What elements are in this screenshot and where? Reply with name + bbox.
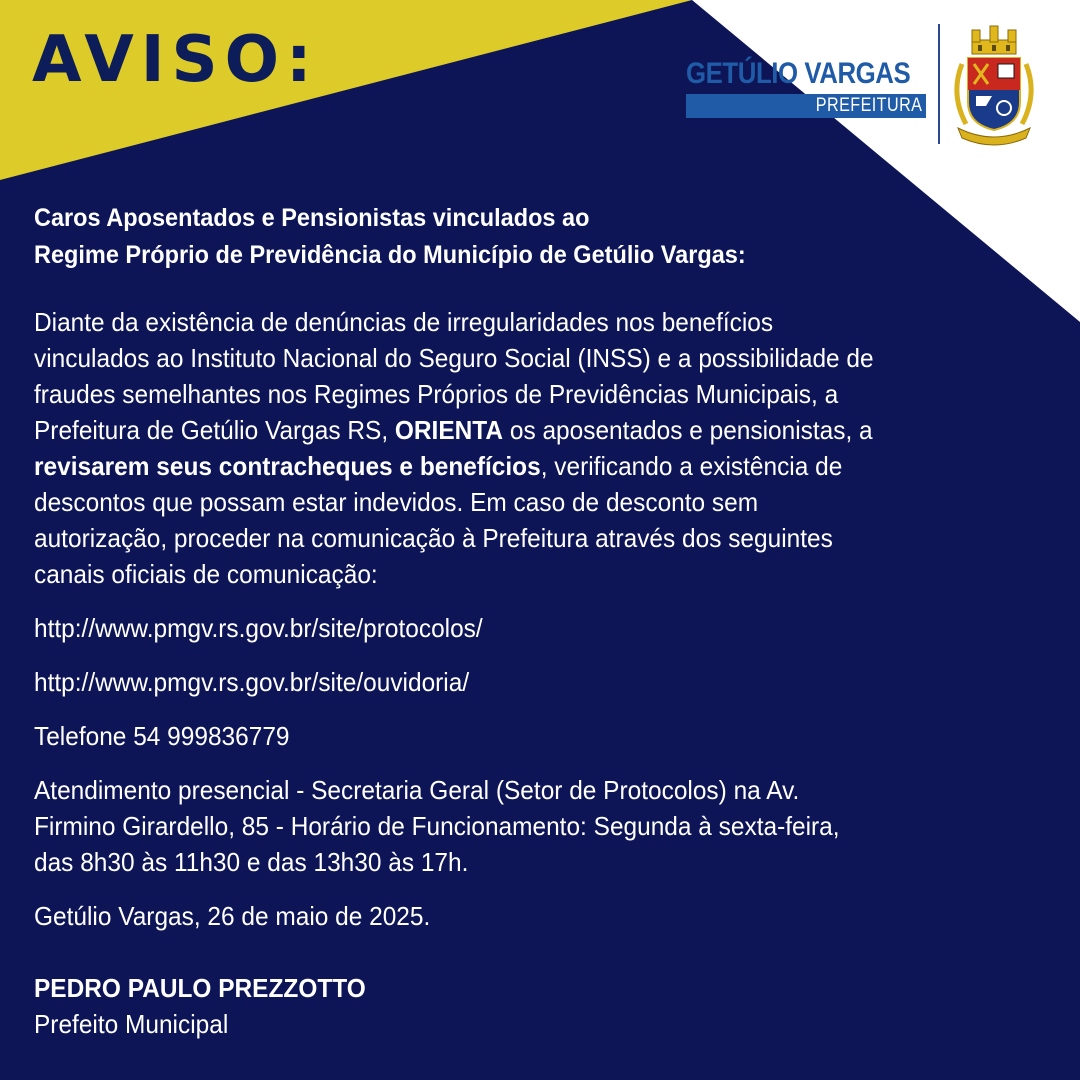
address-line: Atendimento presencial - Secretaria Geral (Setor de Protocolos) na Av. [34, 775, 800, 805]
phone-number: Telefone 54 999836779 [34, 721, 290, 751]
body-text: , verificando a existência de [540, 451, 843, 481]
body-line: canais oficiais de comunicação: [34, 559, 378, 589]
address-line: Firmino Girardello, 85 - Horário de Funcionamento: Segunda à sexta-feira, [34, 811, 840, 841]
body-line [34, 412, 1045, 448]
body-line: descontos que possam estar indevidos. Em caso de desconto sem [34, 487, 759, 517]
body-line: vinculados ao Instituto Nacional do Seguro Social (INSS) e a possibilidade de [34, 343, 874, 373]
notice-date: Getúlio Vargas, 26 de maio de 2025. [34, 901, 431, 931]
logo-name: GETÚLIO VARGAS [686, 57, 911, 90]
page-title: AVISO: [32, 23, 319, 97]
review-emphasis: revisarem seus contracheques e benefícios [34, 451, 541, 481]
body-line [34, 448, 1045, 484]
in-person-service [34, 772, 983, 880]
logo-divider [938, 24, 940, 144]
notice-body [34, 304, 1045, 592]
body-text: Prefeitura de Getúlio Vargas RS, [34, 415, 395, 445]
body-line: fraudes semelhantes nos Regimes Próprios de Previdências Municipais, a [34, 379, 839, 409]
body-line: autorização, proceder na comunicação à Prefeitura através dos seguintes [34, 523, 833, 553]
protocolos-link[interactable]: http://www.pmgv.rs.gov.br/site/protocolos/ [34, 613, 483, 643]
greeting-line: Regime Próprio de Previdência do Município de Getúlio Vargas: [34, 241, 746, 269]
logo-bar [686, 94, 926, 118]
logo-subtitle: PREFEITURA [815, 95, 922, 116]
signer-name: PEDRO PAULO PREZZOTTO [34, 973, 366, 1003]
greeting [34, 200, 983, 274]
body-line: Diante da existência de denúncias de irregularidades nos benefícios [34, 307, 774, 337]
ouvidoria-link[interactable]: http://www.pmgv.rs.gov.br/site/ouvidoria/ [34, 667, 470, 697]
municipal-crest-icon [948, 24, 1040, 146]
address-line: das 8h30 às 11h30 e das 13h30 às 17h. [34, 847, 469, 877]
prefeitura-logo [686, 58, 928, 118]
signer-title: Prefeito Municipal [34, 1009, 229, 1039]
body-text: os aposentados e pensionistas, a [503, 415, 873, 445]
orienta-emphasis: ORIENTA [394, 415, 504, 445]
notice-content [34, 200, 1044, 1042]
greeting-line: Caros Aposentados e Pensionistas vinculados ao [34, 204, 590, 232]
